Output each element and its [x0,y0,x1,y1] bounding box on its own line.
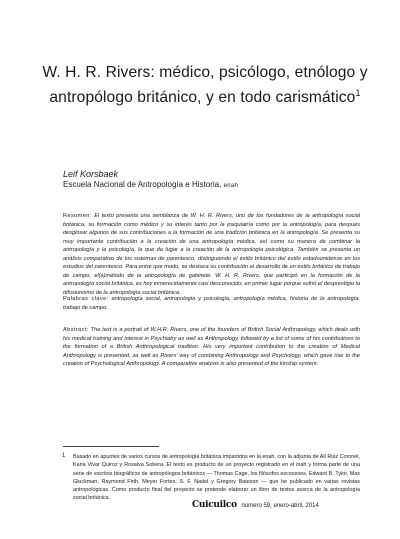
resumen-paragraph [63,212,360,297]
keywords-text: antropología social, antropología y psicología, antropología médica, historia de la antropología, trabajo de campo. [63,296,361,311]
footnote-text: Basado en apuntes de varios cursos de antropología británica impartidos en la enah, con la adjunta de Ali Ruiz Coronel, Karla Vivar Quiroz y Rosalva Sobera. El texto es producto de un proyecto registrado en el inah y forma parte de una serie de escritos biográficos de antropólogos británicos — Thomas Cage, los filósofos escoceses, Edward B. Tylor, Max Gluckman, Raymond Firth, Meyer Fortes, S. F. Nadel y Gregory Bateson — que he publicado en varias revistas antropológicas. Como producto final del proyecto se pretende elaborar un libro de textos acerca de la antropología social británica. [73,454,360,502]
footnote-divider [63,446,159,447]
abstract-text: The text is a portrait of W.H.R. Rivers, one of the founders of British Social Anthropology, which deals with his medical training and interest in Psychiatry as well as Anthropology, followed by a list of some of his contributions to the formation of a British Anthropological tradition. His very important contribution to the creation of Medical Anthropology is presented, as well as Rivers' way of combining Anthropology and Psychology, which gave rise to the creation of Psychological Anthropology. A comparative analysis is also presented of the kinship system. [63,327,361,368]
footnote-mark: 1 [62,453,66,459]
keywords-paragraph [63,295,360,312]
resumen-label: Resumen: [63,213,92,219]
title-footnote-mark: 1 [355,88,361,98]
article-title [40,62,370,108]
page-footer [192,500,319,510]
resumen-text: El texto presenta una semblanza de W. H. R. Rivers, uno de los fundadores de la antropología social británica, su formación como médico y su interés tanto por la psiquiatría como por la antropología, para después desglosar algunos de sus contribuciones a la formación de una tradición británica en la antropología. Se presenta su muy importante contribución a la creación de una antropología médica, así como su manera de combinar la antropología y la psicología, la que da lugar a la creación de la antropología psicológica. También se presenta un análisis comparativo de los sistemas de parentesco, distinguiendo el estilo británico del estilo estadounidense en los estudios del parentesco. Para entre que modo, se destaca su contribución al desarrollo de un estilo británico de trabajo de campo, el(a)método de la antropología de gabinete. W. H. R. Rivers, que participó en la formación de la antropología social británica, es hoy inmerecidamente casi desconocido, en primer lugar porque sufrió el desprestigio la difusionismo de la antropología social británica. [63,213,360,296]
author-name: Leif Korsbaek [63,169,119,179]
title-text: W. H. R. Rivers: médico, psicólogo, etnólogo y antropólogo británico, y en todo carismático [42,64,368,107]
footnote [63,453,360,503]
author-affiliation [63,180,238,189]
affiliation-name: Escuela Nacional de Antropología e Historia, [63,180,222,189]
abstract-label: Abstract: [63,327,89,333]
journal-logo: Cuicuilco [192,500,237,510]
issue-info: número 59, enero-abril, 2014 [241,503,319,509]
abstract-paragraph [63,326,360,369]
keywords-label: Palabras clave: [63,296,109,302]
affiliation-abbr: enah [223,183,239,189]
